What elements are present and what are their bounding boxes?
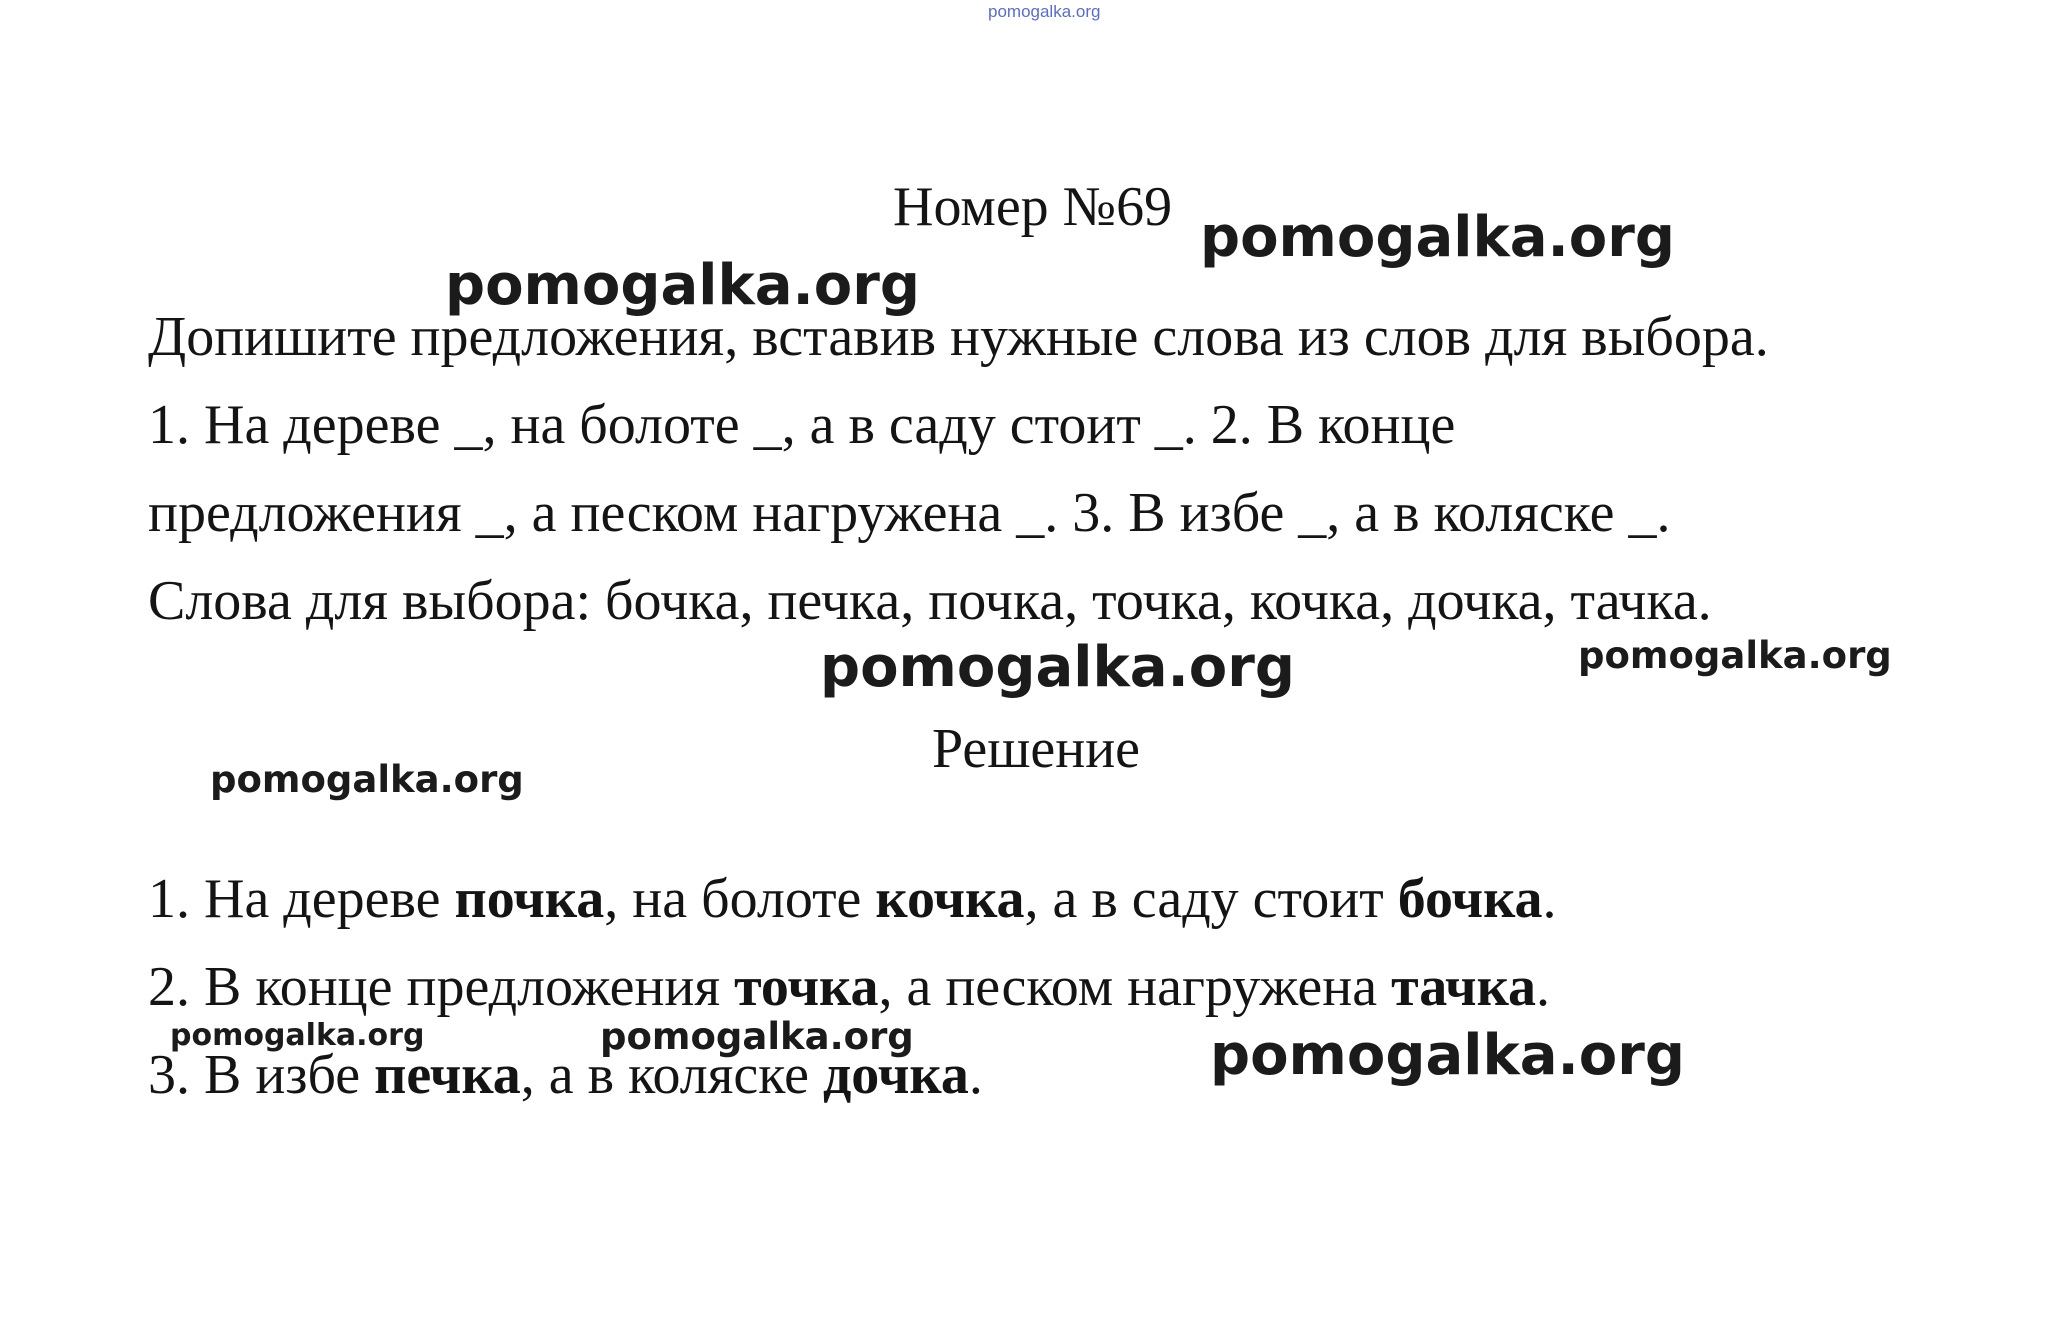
watermark: pomogalka.org (600, 1015, 914, 1058)
answer-word: бочка (1397, 868, 1543, 930)
watermark: pomogalka.org (210, 758, 524, 801)
page-title: Номер №69 (893, 176, 1173, 238)
solution-title: Решение (932, 718, 1141, 780)
solution-text: , а в коляске (520, 1044, 823, 1106)
answer-word: дочка (822, 1044, 969, 1106)
solution-text: 1. На дереве (148, 868, 455, 930)
answer-word: тачка (1391, 956, 1537, 1018)
task-instruction: Допишите предложения, вставив нужные слова из слов для выбора. (148, 306, 1769, 368)
answer-word: кочка (875, 868, 1025, 930)
solution-line-1 (148, 867, 1557, 931)
solution-text: 2. В конце предложения (148, 956, 735, 1018)
watermark: pomogalka.org (1210, 1023, 1685, 1088)
watermark: pomogalka.org (170, 1018, 425, 1053)
task-line-1: 1. На дереве _, на болоте _, а в саду стоит _. 2. В конце (148, 394, 1456, 456)
solution-text: . (1542, 868, 1557, 930)
watermark: pomogalka.org (1578, 634, 1892, 677)
answer-word: печка (374, 1044, 521, 1106)
answer-word: почка (454, 868, 605, 930)
watermark: pomogalka.org (820, 635, 1295, 700)
solution-text: , на болоте (604, 868, 876, 930)
watermark: pomogalka.org (445, 253, 920, 318)
solution-text: , а песком нагружена (878, 956, 1392, 1018)
solution-text: . (1536, 956, 1551, 1018)
header-watermark: pomogalka.org (988, 2, 1101, 21)
solution-text: , а в саду стоит (1024, 868, 1398, 930)
solution-line-2 (148, 955, 1550, 1019)
watermark: pomogalka.org (1200, 205, 1675, 270)
solution-text: 3. В избе (148, 1044, 375, 1106)
answer-word: точка (734, 956, 879, 1018)
solution-text: . (968, 1044, 983, 1106)
task-line-2: предложения _, а песком нагружена _. 3. В избе _, а в коляске _. (148, 482, 1671, 544)
task-choices: Слова для выбора: бочка, печка, почка, точка, кочка, дочка, тачка. (148, 570, 1712, 632)
